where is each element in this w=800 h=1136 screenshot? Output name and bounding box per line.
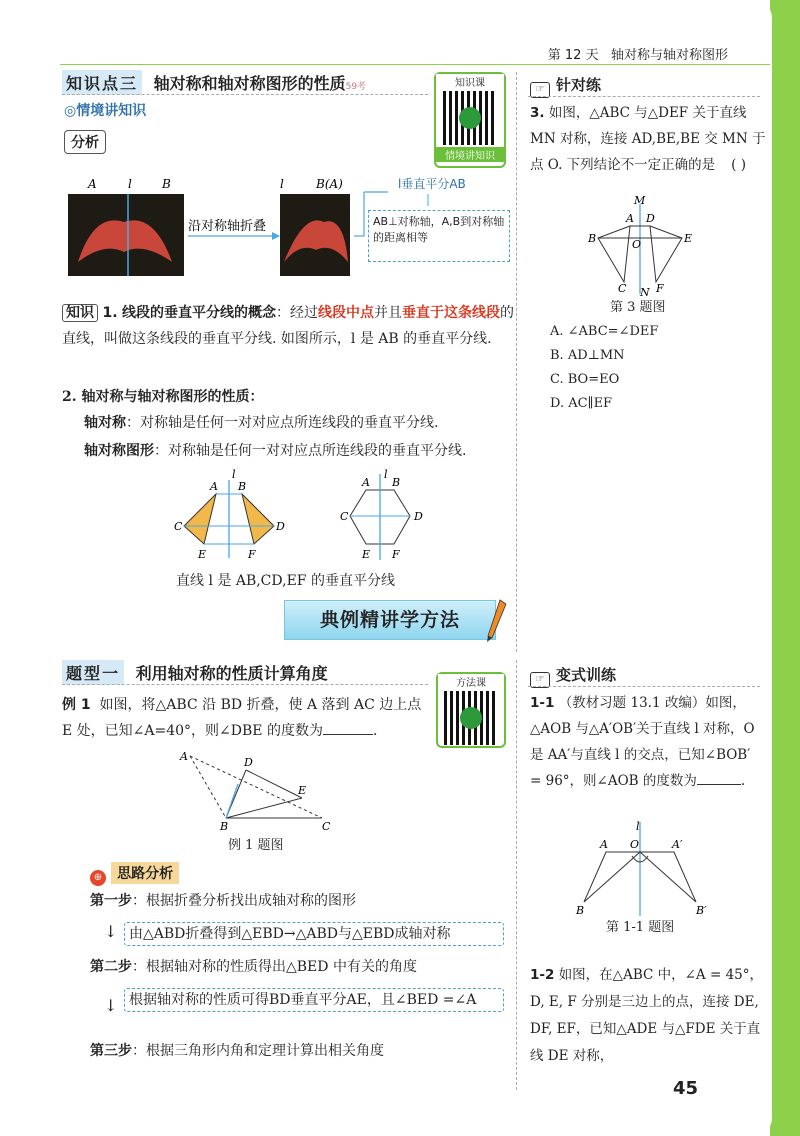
q3-label-c: C bbox=[618, 282, 627, 295]
ex-label-d: D bbox=[244, 756, 253, 769]
thinking-head bbox=[90, 862, 179, 886]
thinking-icon: ⊕ bbox=[90, 870, 106, 886]
ex-de bbox=[246, 770, 302, 798]
q12-num: 1-2 bbox=[530, 967, 555, 983]
hex-label-l: l bbox=[384, 468, 388, 481]
fig-label-ba: B(A) bbox=[316, 177, 343, 191]
q3-label-f: F bbox=[656, 282, 664, 295]
qr-knowledge[interactable] bbox=[434, 72, 506, 168]
kite-label-e: E bbox=[198, 548, 207, 561]
q11-blank[interactable] bbox=[697, 784, 741, 785]
kite-label-c: C bbox=[174, 520, 183, 533]
axis-sym-text: ：对称轴是任何一对对应点所连线段的垂直平分线. bbox=[126, 415, 439, 431]
fig-label-l: l bbox=[128, 177, 132, 191]
step1-label: 第一步 bbox=[90, 893, 132, 909]
qr-knowledge-caption: 情境讲知识 bbox=[436, 147, 504, 162]
q3-triangle-def bbox=[650, 226, 682, 282]
q11-label-l: l bbox=[636, 820, 640, 833]
q11-triangle-aob-prime bbox=[640, 852, 696, 902]
qr-code-icon bbox=[443, 91, 497, 145]
variant-head bbox=[530, 664, 616, 688]
hex-label-b: B bbox=[392, 476, 401, 489]
q11-triangle-aob bbox=[584, 852, 640, 902]
fold-text: 沿对称轴折叠 bbox=[188, 219, 267, 234]
q3-label-d: D bbox=[646, 212, 655, 225]
practice-head bbox=[530, 74, 601, 98]
step1-text: ：根据折叠分析找出成轴对称的图形 bbox=[132, 893, 356, 909]
symmetry-figure bbox=[170, 468, 450, 566]
day-label: 第 12 天 bbox=[547, 48, 599, 63]
item1-mid: 并且 bbox=[373, 305, 402, 321]
ex-label-b: B bbox=[220, 820, 229, 832]
item1-post: 的直线，叫做这条线段的垂直平分线. 如图所示，l 是 AB 的垂直平分线. bbox=[62, 305, 514, 347]
hex-label-c: C bbox=[340, 510, 349, 523]
kite-label-f: F bbox=[248, 548, 256, 561]
column-divider-bottom bbox=[516, 660, 517, 1090]
symmetry-caption: 直线 l 是 AB,CD,EF 的垂直平分线 bbox=[176, 573, 395, 589]
q3-option-d[interactable]: D. AC∥EF bbox=[550, 396, 613, 411]
ex-be bbox=[226, 798, 302, 818]
example1 bbox=[62, 692, 432, 744]
q11-end: . bbox=[740, 773, 746, 789]
q11-label-ap: A′ bbox=[672, 838, 683, 851]
item1-pre: ：经过 bbox=[275, 305, 318, 321]
q3-label-n: N bbox=[640, 286, 650, 296]
item1-red1: 线段中点 bbox=[317, 305, 374, 321]
example1-caption: 例 1 题图 bbox=[228, 838, 284, 853]
variant-hand-icon: ☞ bbox=[530, 672, 550, 688]
step2-text: ：根据轴对称的性质得出△BED 中有关的角度 bbox=[132, 959, 417, 975]
q3-label-e: E bbox=[684, 232, 693, 245]
ex-ab-dashed bbox=[190, 756, 226, 818]
type1-title bbox=[62, 660, 328, 685]
practice-rule bbox=[528, 96, 760, 97]
step3-label: 第三步 bbox=[90, 1043, 132, 1059]
running-header bbox=[548, 44, 728, 63]
ex-label-a: A bbox=[180, 750, 188, 763]
pencil-icon bbox=[484, 598, 508, 642]
q3-num: 3. bbox=[530, 105, 545, 121]
q3-figure bbox=[588, 196, 698, 296]
knowledge-tag: 知识点三 bbox=[62, 70, 142, 95]
fig-label-a: A bbox=[88, 177, 97, 191]
qr-method-code-icon bbox=[444, 691, 498, 745]
q3-options bbox=[550, 320, 658, 416]
practice-head-text: 针对练 bbox=[556, 76, 602, 94]
step1-arrow: ↓ bbox=[104, 922, 118, 941]
q11-num: 1-1 bbox=[530, 695, 555, 711]
example1-blank[interactable] bbox=[323, 734, 373, 735]
analysis-label: 分析 bbox=[64, 130, 106, 154]
q12-text: 如图，在△ABC 中，∠A = 45°，D, E, F 分别是三边上的点，连接 DE, DF, EF，已知△ADE 与△FDE 关于直线 DE 对称， bbox=[530, 967, 763, 1064]
knowledge-item1 bbox=[62, 300, 514, 352]
q3-label-a: A bbox=[626, 212, 634, 225]
sub-heading: ◎情境讲知识 bbox=[64, 103, 147, 119]
axis-fig-line bbox=[84, 438, 514, 464]
q3-text: 如图，△ABC 与△DEF 关于直线 MN 对称，连接 AD,BE,BE 交 MN 于点 O. 下列结论不一定正确的是 bbox=[530, 105, 766, 173]
q11-label-a: A bbox=[600, 838, 608, 851]
section-banner: 典例精讲学方法 bbox=[284, 600, 496, 640]
step3-text: ：根据三角形内角和定理计算出相关角度 bbox=[132, 1043, 384, 1059]
q3-option-c[interactable]: C. BO=EO bbox=[550, 372, 620, 387]
ex-label-c: C bbox=[322, 820, 331, 832]
axis-sym-head: 轴对称 bbox=[84, 415, 126, 431]
q12-block bbox=[530, 962, 764, 1070]
left-kite bbox=[184, 494, 216, 544]
step2-label: 第二步 bbox=[90, 959, 132, 975]
fig-label-b: B bbox=[162, 177, 171, 191]
perp-label: l垂直平分AB bbox=[398, 177, 466, 191]
step1-box: 由△ABD折叠得到△EBD→△ABD与△EBD成轴对称 bbox=[124, 922, 504, 946]
kite-label-b: B bbox=[238, 480, 247, 493]
hex-label-f: F bbox=[392, 548, 400, 561]
hand-icon: ☞ bbox=[530, 82, 550, 98]
item1-num: 1. bbox=[102, 305, 118, 321]
side-tab bbox=[770, 0, 800, 1136]
item1-red2: 垂直于这条线段 bbox=[401, 305, 500, 321]
hex-label-e: E bbox=[362, 548, 371, 561]
zhishi-tag: 知识 bbox=[62, 304, 98, 322]
example1-label: 例 1 bbox=[62, 697, 91, 713]
q11-label-o: O bbox=[630, 838, 640, 851]
header-rule bbox=[60, 64, 770, 65]
q11-block bbox=[530, 690, 764, 794]
thinking-label: 思路分析 bbox=[111, 862, 179, 884]
q11-caption: 第 1-1 题图 bbox=[606, 920, 675, 935]
type1-underline bbox=[62, 684, 428, 685]
kite-label-a: A bbox=[210, 480, 218, 493]
perp-desc-box: AB⊥对称轴，A,B到对称轴的距离相等 bbox=[368, 210, 510, 262]
right-kite bbox=[242, 494, 274, 544]
axis-sym-line bbox=[84, 410, 514, 436]
title-underline bbox=[62, 94, 428, 95]
step1 bbox=[90, 888, 510, 914]
hex-label-d: D bbox=[414, 510, 423, 523]
knowledge-title-text: 轴对称和轴对称图形的性质 bbox=[153, 74, 346, 93]
q3-text-block bbox=[530, 100, 766, 178]
q3-caption: 第 3 题图 bbox=[610, 300, 666, 315]
q11-figure bbox=[570, 818, 720, 918]
kite-label-d: D bbox=[276, 520, 285, 533]
q3-label-m: M bbox=[634, 196, 646, 207]
q3-triangle-abc bbox=[598, 226, 630, 282]
knowledge-item2: 2. 轴对称与轴对称图形的性质： bbox=[62, 389, 264, 405]
axis-fig-text: ：对称轴是任何一对对应点所连线段的垂直平分线. bbox=[154, 443, 467, 459]
knowledge-title bbox=[62, 70, 366, 95]
q3-option-b[interactable]: B. AD⊥MN bbox=[550, 348, 625, 363]
ex-label-e: E bbox=[298, 784, 307, 797]
hex-label-a: A bbox=[362, 476, 370, 489]
qr-method[interactable] bbox=[436, 672, 506, 748]
q3-option-a[interactable]: A. ∠ABC=∠DEF bbox=[550, 324, 659, 339]
chapter-label: 轴对称与轴对称图形 bbox=[610, 48, 728, 63]
ex-highlight bbox=[226, 784, 238, 818]
type1-tag: 题型一 bbox=[62, 660, 124, 685]
q11-text: （教材习题 13.1 改编）如图，△AOB 与△A′OB′关于直线 l 对称，O 是 AA′与直线 l 的交点，已知∠BOB′ = 96°，则∠AOB 的度数为 bbox=[530, 695, 755, 789]
fig-label-l2: l bbox=[280, 177, 284, 191]
example1-end: . bbox=[372, 723, 378, 739]
variant-rule bbox=[528, 686, 760, 687]
column-divider-top bbox=[516, 72, 517, 652]
page-number: 45 bbox=[672, 1078, 698, 1099]
step2-arrow: ↓ bbox=[104, 996, 118, 1015]
qr-knowledge-label: 知识课 bbox=[436, 74, 504, 89]
axis-fig-head: 轴对称图形 bbox=[84, 443, 154, 459]
q3-paren: ( ) bbox=[731, 157, 746, 173]
q3-label-o: O bbox=[632, 238, 642, 251]
knowledge-sup: 59考 bbox=[345, 82, 367, 92]
example1-figure bbox=[176, 748, 336, 832]
q11-label-b: B bbox=[576, 904, 585, 917]
type1-title-text: 利用轴对称的性质计算角度 bbox=[135, 664, 328, 683]
q11-label-bp: B′ bbox=[696, 904, 707, 917]
step3 bbox=[90, 1038, 510, 1064]
q3-label-b: B bbox=[588, 232, 597, 245]
step2-box: 根据轴对称的性质可得BD垂直平分AE，且∠BED =∠A bbox=[124, 988, 504, 1012]
step2 bbox=[90, 954, 510, 980]
example1-text: 如图，将△ABC 沿 BD 折叠，使 A 落到 AC 边上点 E 处，已知∠A=40°，则∠DBE 的度数为 bbox=[62, 697, 422, 739]
variant-head-text: 变式训练 bbox=[556, 666, 617, 684]
qr-method-label: 方法课 bbox=[438, 674, 504, 689]
item1-head: 线段的垂直平分线的概念 bbox=[121, 305, 276, 321]
fold-arrowhead bbox=[272, 232, 280, 240]
kite-label-l: l bbox=[232, 468, 236, 481]
